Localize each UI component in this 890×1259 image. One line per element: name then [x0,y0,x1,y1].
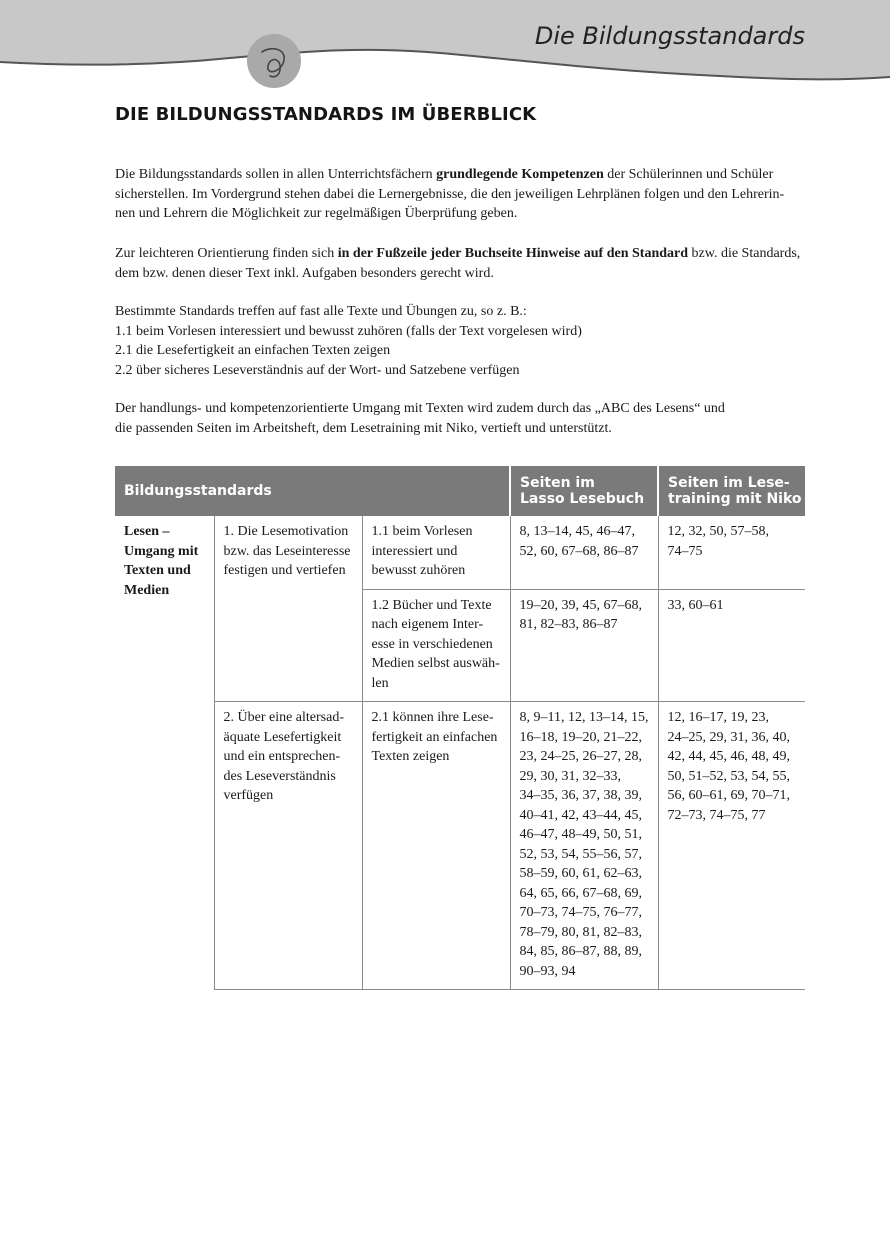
cell-line: 78–79, 80, 81, 82–83, [519,924,643,940]
cell-line: Medien [124,582,170,598]
text-line: 2.2 über sicheres Leseverständnis auf der Wort- und Satzebene verfügen [115,362,520,378]
header-band [0,0,890,110]
lasso-pages-cell [510,516,658,589]
cell-line: 19–20, 39, 45, 67–68, [519,597,643,613]
text-line: die passenden Seiten im Arbeitsheft, dem Lesetraining mit Niko, vertieft und unterstützt. [115,420,612,436]
intro-paragraph-4 [115,399,805,438]
cell-line: 33, 60–61 [667,597,724,613]
header-lasso-pages [510,466,658,516]
intro-paragraph-2 [115,244,805,283]
cell-line: len [371,675,389,691]
lasso-pages-cell [510,702,658,990]
logo-circle [247,34,301,88]
text-line: 1.1 beim Vorlesen interessiert und bewusst zuhören (falls der Text vorgelesen wird) [115,323,582,339]
cell-line: 56, 60–61, 69, 70–71, [667,788,791,803]
competence-cell-2 [214,702,362,990]
table-row [115,702,805,990]
cell-line: 1. Die Lesemotivation [223,524,349,539]
cell-line: 12, 16–17, 19, 23, [667,710,770,725]
cell-line: 2.1 können ihre Lese- [371,710,494,725]
cell-line: äquate Lesefertigkeit [223,729,342,745]
cell-line: 81, 82–83, 86–87 [519,617,618,632]
header-niko-pages [658,466,805,516]
text-line: nen und Lehrern die Möglichkeit zur regelmäßigen Überprüfung geben. [115,206,518,221]
niko-pages-cell [658,702,805,990]
header-line: Seiten im [520,475,595,491]
cell-line: des Leseverständnis [223,768,336,784]
cell-line: Texten und [124,563,191,578]
cell-line: Lesen – [124,524,170,539]
cell-line: 2. Über eine altersad- [223,710,344,725]
competence-cell-1 [214,516,362,702]
running-header-title: Die Bildungsstandards [534,22,805,50]
cell-line: 52, 60, 67–68, 86–87 [519,543,639,559]
cell-line: 42, 44, 45, 46, 48, 49, [667,749,791,764]
page-title: DIE BILDUNGSSTANDARDS IM ÜBERBLICK [115,104,537,125]
cell-line: 40–41, 42, 43–44, 45, [519,807,643,823]
text-line: sicherstellen. Im Vordergrund stehen dabei die Lernergebnisse, die den jeweiligen Lehrplänen folgen und den Lehrerin- [115,186,785,202]
cell-line: 8, 9–11, 12, 13–14, 15, [519,710,649,725]
cell-line: Texten zeigen [371,749,450,764]
cell-line: Medien selbst auswäh- [371,656,500,671]
niko-pages-cell [658,589,805,702]
cell-line: 52, 53, 54, 55–56, 57, [519,846,643,862]
intro-paragraph-3 [115,302,805,380]
cell-line: bewusst zuhören [371,563,466,578]
header-line: training mit Niko [668,491,802,507]
cell-line: 16–18, 19–20, 21–22, [519,729,643,745]
bold-text: grundlegende Kompetenzen [436,167,604,182]
cell-line: 64, 65, 66, 67–68, 69, [519,885,643,901]
cell-line: und ein entsprechen- [223,749,341,764]
header-line: Seiten im Lese- [668,475,790,491]
text-span: Zur leichteren Orientierung finden sich [115,246,338,261]
intro-paragraph-1 [115,165,805,224]
cell-line: 84, 85, 86–87, 88, 89, [519,944,643,959]
text-line: Bestimmte Standards treffen auf fast alle Texte und Übungen zu, so z. B.: [115,304,527,319]
cell-line: 50, 51–52, 53, 54, 55, [667,768,791,784]
cell-line: 1.2 Bücher und Texte [371,597,492,613]
cell-line: 8, 13–14, 45, 46–47, [519,524,636,539]
bold-text: in der Fußzeile jeder Buchseite Hinweise auf den Standard [337,246,689,261]
cell-line: 29, 30, 31, 32–33, [519,768,622,784]
cell-line: fertigkeit an einfachen [371,729,498,745]
text-line: 2.1 die Lesefertigkeit an einfachen Texten zeigen [115,343,391,358]
cell-line: 72–73, 74–75, 77 [667,807,766,823]
text-line: dem bzw. denen dieser Text inkl. Aufgaben besonders gerecht wird. [115,265,494,281]
cell-line: 70–73, 74–75, 76–77, [519,905,643,920]
text-span: der Schülerinnen und Schüler [603,167,774,182]
header-standards: Bildungsstandards [115,466,510,516]
cell-line: 24–25, 29, 31, 36, 40, [667,729,791,745]
text-line [115,165,805,185]
table-header-row [115,466,805,516]
standard-cell [362,589,510,702]
cell-line: 90–93, 94 [519,963,576,979]
niko-pages-cell [658,516,805,589]
area-cell [115,516,214,990]
text-line: Der handlungs- und kompetenzorientierte Umgang mit Texten wird zudem durch das „ABC des Lesens“ und [115,401,725,416]
header-line: Lasso Lesebuch [520,491,645,507]
cell-line: 46–47, 48–49, 50, 51, [519,827,643,842]
cell-line: interessiert und [371,543,458,559]
text-span: Die Bildungsstandards sollen in allen Unterrichtsfächern [115,167,437,182]
cell-line: verfügen [223,788,274,803]
standards-table [115,466,805,990]
lasso-pages-cell [510,589,658,702]
cell-line: bzw. das Leseinteresse [223,543,351,559]
cell-line: nach eigenem Inter- [371,617,484,632]
cell-line: festigen und vertiefen [223,563,346,578]
cell-line: Umgang mit [124,543,199,559]
cell-line: esse in verschiedenen [371,636,493,652]
cell-line: 1.1 beim Vorlesen [371,524,473,539]
cell-line: 23, 24–25, 26–27, 28, [519,749,643,764]
cell-line: 12, 32, 50, 57–58, [667,524,770,539]
text-line [115,244,805,264]
cell-line: 74–75 [667,543,703,559]
cell-line: 34–35, 36, 37, 38, 39, [519,788,643,803]
table-row [115,516,805,589]
standard-cell [362,702,510,990]
standard-cell [362,516,510,589]
cell-line: 58–59, 60, 61, 62–63, [519,866,643,881]
text-span: bzw. die Standards, [688,246,801,261]
